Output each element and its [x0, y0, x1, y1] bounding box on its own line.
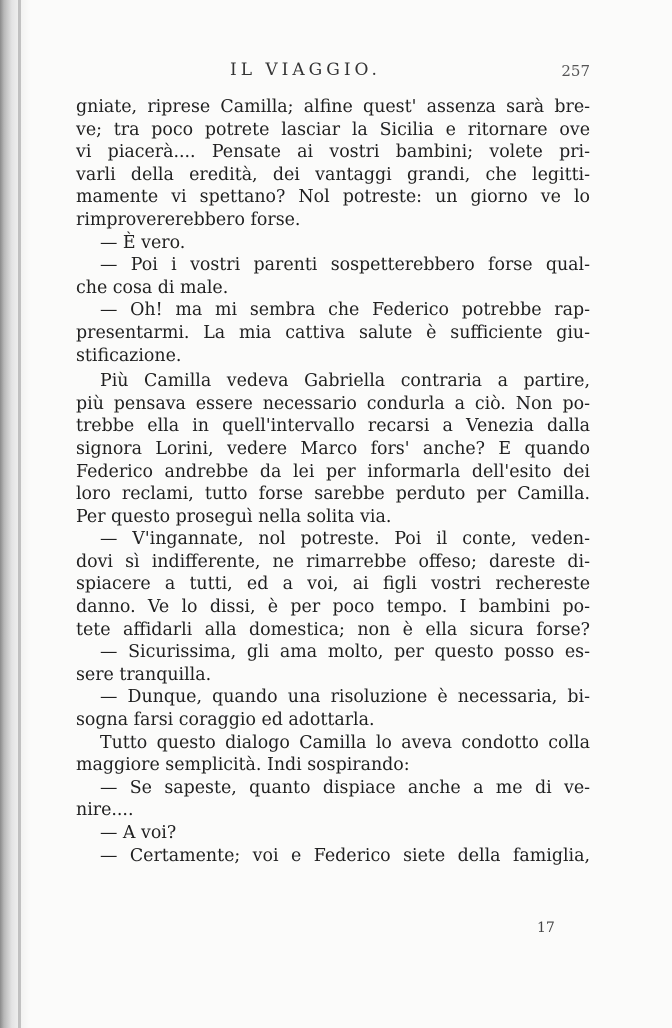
text-line: tete affidarli alla domestica; non è ella sicura forse?	[76, 619, 590, 640]
text-line: danno. Ve lo dissi, è per poco tempo. I bambini po-	[76, 597, 590, 618]
text-line: ve; tra poco potrete lasciar la Sicilia e ritornare ove	[76, 119, 590, 140]
dialogue-line: — A voi?	[100, 823, 177, 843]
text-line: spiacere a tutti, ed a voi, ai figli vostri rechereste	[76, 574, 590, 595]
dialogue-line: — Poi i vostri parenti sospetterebbero forse qual-	[100, 255, 590, 276]
text-line: mamente vi spettano? Nol potreste: un giorno ve lo	[76, 187, 590, 208]
text-line: loro reclami, tutto forse sarebbe perduto per Camilla.	[76, 484, 590, 505]
text-line: maggiore semplicità. Indi sospirando:	[76, 755, 410, 776]
text-line: Per questo proseguì nella solita via.	[76, 506, 392, 527]
text-line: sogna farsi coraggio ed adottarla.	[76, 710, 375, 731]
dialogue-line: — V'ingannate, nol potreste. Poi il conte, veden-	[100, 529, 590, 550]
text-line: più pensava essere necessario condurla a ciò. Non po-	[76, 393, 590, 414]
text-line: Federico andrebbe da lei per informarla dell'esito dei	[76, 461, 590, 482]
text-line: rimprovererebbero forse.	[76, 209, 301, 230]
text-line: gniate, riprese Camilla; alfine quest' assenza sarà bre-	[76, 97, 590, 117]
signature-mark: 17	[537, 920, 555, 936]
text-line: presentarmi. La mia cattiva salute è sufficiente giu-	[76, 322, 590, 343]
binding-edge	[18, 0, 21, 1028]
dialogue-line: — È vero.	[100, 232, 186, 253]
dialogue-line: — Sicurissima, gli ama molto, per questo posso es-	[100, 642, 590, 663]
running-title: IL VIAGGIO.	[230, 60, 381, 80]
dialogue-line: — Se sapeste, quanto dispiace anche a me di ve-	[100, 777, 590, 798]
paragraph-start-line: Tutto questo dialogo Camilla lo aveva condotto colla	[100, 732, 590, 753]
text-line: signora Lorini, vedere Marco fors' anche? E quando	[76, 438, 590, 459]
page-header	[70, 60, 590, 84]
text-line: che cosa di male.	[76, 277, 229, 298]
body-text	[76, 96, 590, 867]
text-line: dovi sì indifferente, ne rimarrebbe offeso; dareste di-	[76, 551, 590, 572]
page-number: 257	[561, 62, 590, 80]
dialogue-line: — Dunque, quando una risoluzione è necessaria, bi-	[100, 687, 590, 708]
text-line: trebbe ella in quell'intervallo recarsi a Venezia dalla	[76, 416, 590, 437]
book-spine-shadow	[0, 0, 30, 1028]
text-line: stificazione.	[76, 345, 182, 366]
text-line: nire....	[76, 800, 134, 821]
text-line: vi piacerà.... Pensate ai vostri bambini; volete pri-	[76, 142, 590, 163]
text-line: varli della eredità, dei vantaggi grandi, che legitti-	[76, 164, 590, 185]
paragraph-start-line: Più Camilla vedeva Gabriella contraria a partire,	[100, 371, 590, 392]
dialogue-line: — Certamente; voi e Federico siete della famiglia,	[100, 845, 590, 866]
dialogue-line: — Oh! ma mi sembra che Federico potrebbe rap-	[100, 300, 590, 321]
text-line: sere tranquilla.	[76, 664, 212, 685]
